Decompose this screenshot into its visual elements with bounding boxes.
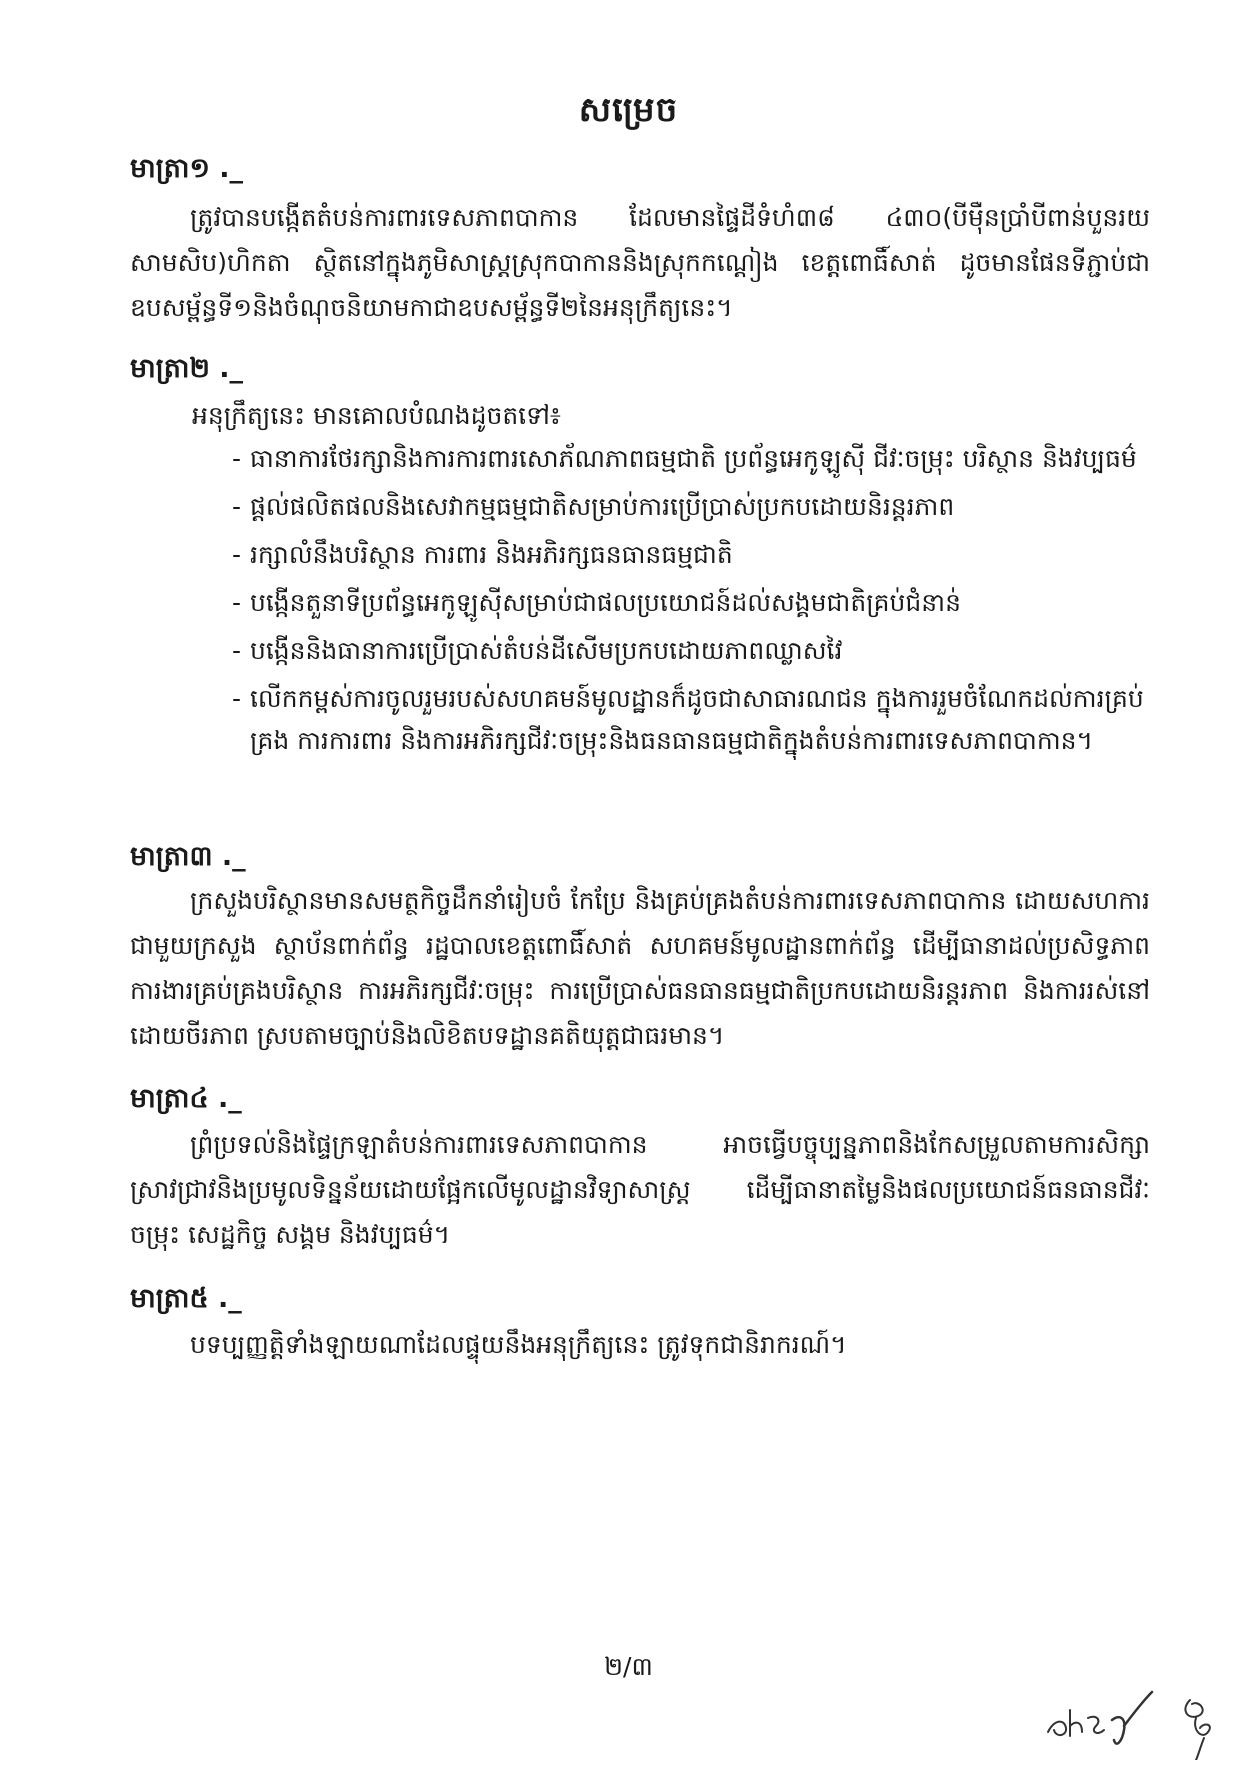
list-item: - រក្សាលំនឹងបរិស្ថាន ការពារ និងអភិរក្សធនធានធម្មជាតិ — [232, 534, 1152, 576]
list-item: - បង្កើនតួនាទីប្រព័ន្ធអេកូឡូស៊ីសម្រាប់ជាផលប្រយោជន៍ដល់សង្គមជាតិគ្រប់ជំនាន់ — [232, 582, 1152, 624]
article-1-heading: មាត្រា១ ._ — [130, 153, 244, 184]
article-3-paragraph: ក្រសួងបរិស្ថានមានសមត្ថកិច្ចដឹកនាំរៀបចំ កែប្រែ និងគ្រប់គ្រងតំបន់ការពារទេសភាពបាកាន ដោយសហការជាមួយក្រសួង ស្ថាប័នពាក់ព័ន្ធ រដ្ឋបាលខេត្តពោធិ៍សាត់ សហគមន៍មូលដ្ឋានពាក់ព័ន្ធ ដើម្បីធានាដល់ប្រសិទ្ធភាពការងារគ្រប់គ្រងបរិស្ថាន ការអភិរក្សជីវៈចម្រុះ ការប្រើប្រាស់ធនធានធម្មជាតិប្រកបដោយនិរន្តរភាព និងការរស់នៅដោយចីរភាព ស្របតាមច្បាប់និងលិខិតបទដ្ឋានគតិយុត្តជាធរមាន។ — [130, 886, 1150, 1050]
list-item: - លើកកម្ពស់ការចូលរួមរបស់សហគមន៍មូលដ្ឋានក៏ដូចជាសាធារណជន ក្នុងការរួមចំណែកដល់ការគ្រប់គ្រង ការការពារ និងការអភិរក្សជីវៈចម្រុះនិងធនធានធម្មជាតិក្នុងតំបន់ការពារទេសភាពបាកាន។ — [232, 678, 1152, 762]
list-item: - ផ្តល់ផលិតផលនិងសេវាកម្មធម្មជាតិសម្រាប់ការប្រើប្រាស់ប្រកបដោយនិរន្តរភាព — [232, 486, 1152, 528]
list-item: - ធានាការថែរក្សានិងការការពារសោភ័ណភាពធម្មជាតិ ប្រព័ន្ធអេកូឡូស៊ី ជីវៈចម្រុះ បរិស្ថាន និងវប្បធម៌ — [232, 438, 1152, 480]
article-4-paragraph: ព្រំប្រទល់និងផ្ទៃក្រឡាតំបន់ការពារទេសភាពបាកាន អាចធ្វើបច្ចុប្បន្នភាពនិងកែសម្រួលតាមការសិក្សាស្រាវជ្រាវនិងប្រមូលទិន្នន័យដោយផ្អែកលើមូលដ្ឋានវិទ្យាសាស្ត្រ ដើម្បីធានាតម្លៃនិងផលប្រយោជន៍ធនធានជីវៈចម្រុះ សេដ្ឋកិច្ច សង្គម និងវប្បធម៌។ — [130, 1130, 1150, 1249]
article-2-intro: អនុក្រឹត្យនេះ មានគោលបំណងដូចតទៅ៖ — [192, 401, 561, 430]
list-item: - បង្កើននិងធានាការប្រើប្រាស់តំបន់ដីសើមប្រកបដោយភាពឈ្លាសវៃ — [232, 630, 1152, 672]
article-5-paragraph: បទប្បញ្ញត្តិទាំងឡាយណាដែលផ្ទុយនឹងអនុក្រឹត្យនេះ ត្រូវទុកជានិរាករណ៍។ — [190, 1330, 847, 1359]
article-5-heading: មាត្រា៥ ._ — [130, 1283, 242, 1314]
page-number: ២/៣ — [604, 1652, 653, 1681]
page-title: សម្រេច — [578, 90, 679, 130]
article-2-objectives-list — [232, 438, 1152, 768]
handwritten-initials-icon — [1040, 1670, 1240, 1760]
article-1-paragraph: ត្រូវបានបង្កើតតំបន់ការពារទេសភាពបាកាន ដែលមានផ្ទៃដីទំហំ៣៨ ៤៣០(បីម៉ឺនប្រាំបីពាន់បួនរយសាមសិប)ហិកតា ស្ថិតនៅក្នុងភូមិសាស្ត្រស្រុកបាកាននិងស្រុកកណ្ដៀង ខេត្តពោធិ៍សាត់ ដូចមានផែនទីភ្ជាប់ជាឧបសម្ព័ន្ធទី១និងចំណុចនិយាមកាជាឧបសម្ព័ន្ធទី២នៃអនុក្រឹត្យនេះ។ — [130, 203, 1150, 322]
article-2-heading: មាត្រា២ ._ — [130, 353, 244, 384]
article-3-heading: មាត្រា៣ ._ — [130, 841, 246, 872]
article-4-heading: មាត្រា៤ ._ — [130, 1083, 242, 1114]
